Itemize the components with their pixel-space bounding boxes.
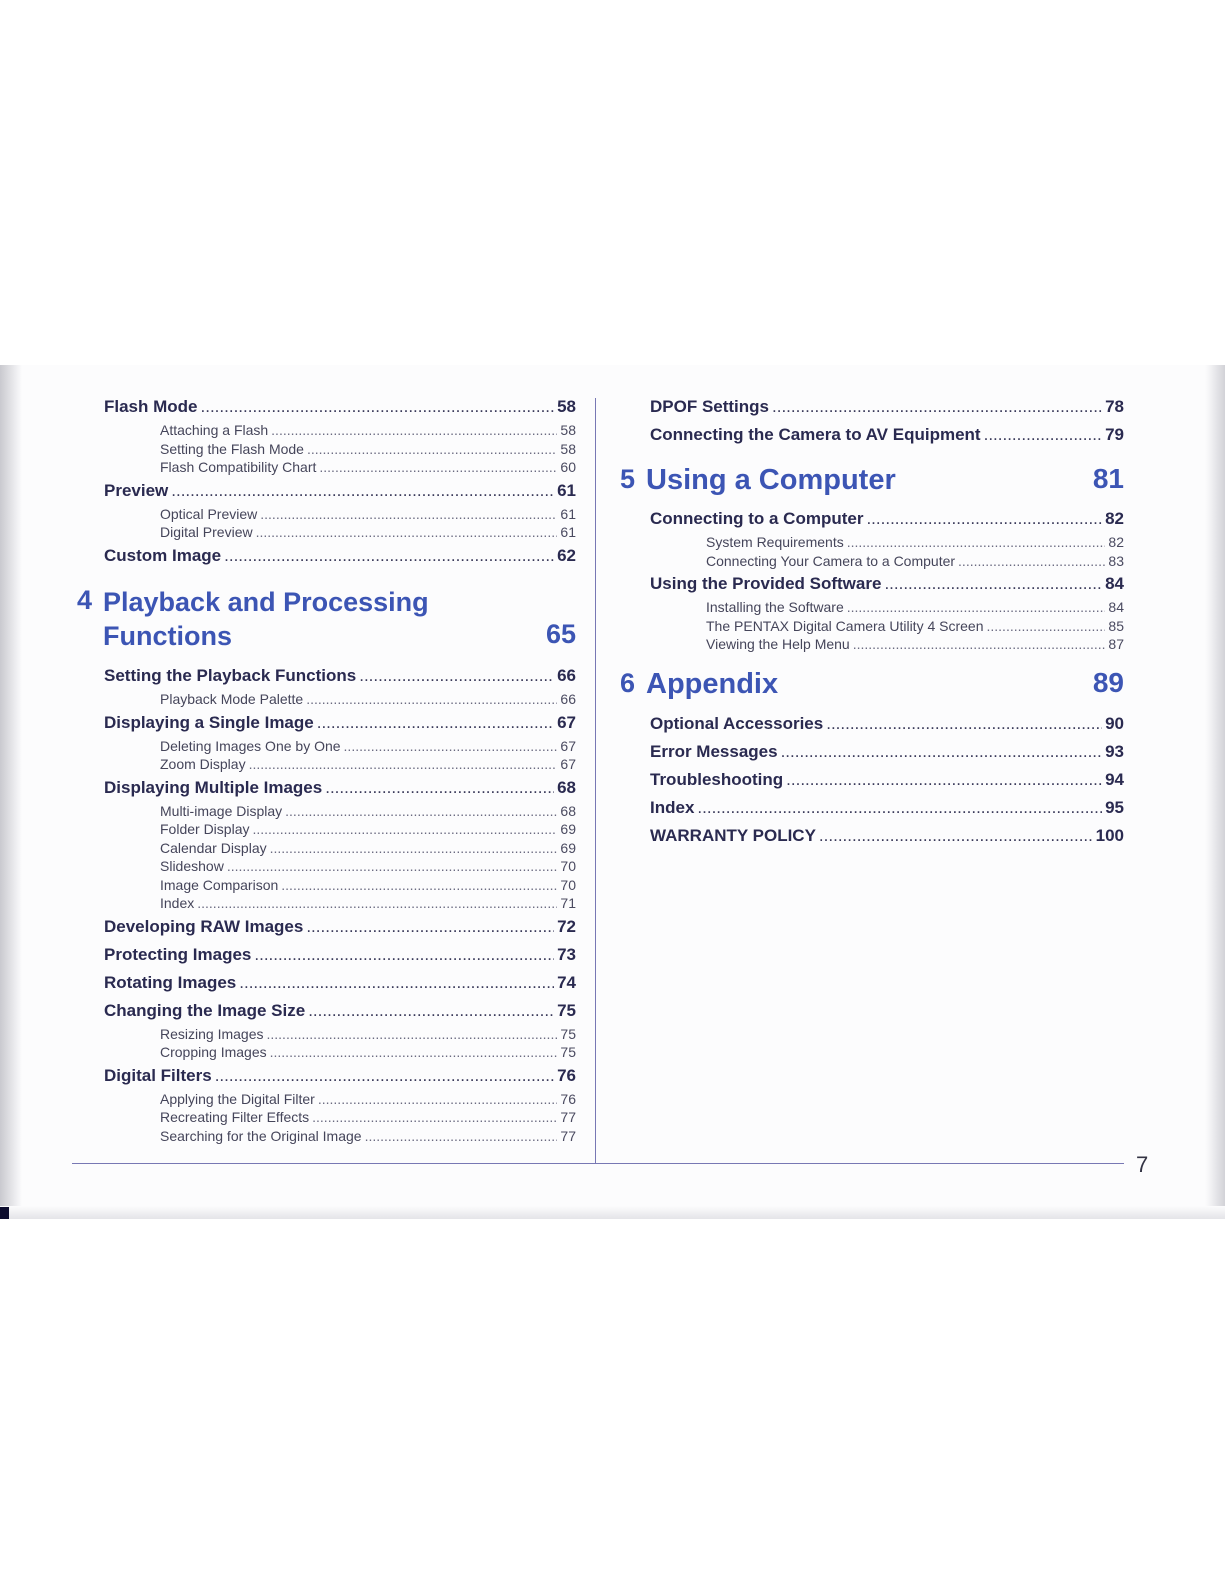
dot-leader — [270, 839, 558, 858]
toc-entry-page: 61 — [560, 524, 576, 540]
toc-entry-title: Preview — [104, 480, 169, 500]
toc-entry-title: Error Messages — [650, 742, 778, 761]
toc-entry-title: Searching for the Original Image — [160, 1127, 362, 1144]
toc-entry-title: Displaying Multiple Images — [104, 777, 323, 797]
toc-entry-page: 75 — [557, 1000, 576, 1020]
toc-entry-title: Troubleshooting — [650, 770, 784, 789]
toc-entry-title: WARRANTY POLICY — [650, 826, 816, 845]
dot-leader — [772, 393, 1102, 421]
dot-leader — [306, 913, 554, 941]
chapter-title-line-1: Playback and Processing — [103, 587, 429, 617]
toc-entry[interactable] — [104, 913, 576, 941]
dot-leader — [365, 1127, 558, 1146]
toc-entry-title: Recreating Filter Effects — [160, 1109, 310, 1125]
dot-leader — [847, 533, 1106, 552]
toc-entry-title: Custom Image — [104, 545, 222, 565]
dot-leader — [884, 570, 1102, 598]
toc-entry-title: Playback Mode Palette — [160, 691, 304, 707]
toc-entry[interactable] — [104, 393, 576, 421]
toc-entry[interactable] — [104, 997, 576, 1025]
toc-entry-page: 74 — [557, 972, 576, 992]
toc-entry[interactable] — [650, 794, 1124, 822]
toc-subentry[interactable] — [650, 533, 1124, 552]
toc-list-right-top — [650, 393, 1124, 449]
dot-leader — [318, 1090, 558, 1109]
toc-subentry[interactable] — [104, 839, 576, 858]
toc-entry-page: 58 — [560, 440, 576, 457]
dot-leader — [325, 774, 554, 802]
toc-entry-page: 75 — [560, 1044, 576, 1060]
chapter-title-line-2: Functions — [103, 621, 232, 651]
toc-entry-page: 84 — [1105, 574, 1124, 593]
toc-entry-page: 66 — [560, 691, 576, 707]
toc-entry-page: 87 — [1108, 636, 1124, 652]
page-number: 7 — [1136, 1152, 1149, 1177]
toc-entry-page: 67 — [560, 756, 576, 772]
chapter-6-heading — [620, 667, 1124, 703]
toc-entry-page: 82 — [1108, 534, 1124, 550]
toc-subentry[interactable] — [104, 1127, 576, 1146]
toc-subentry[interactable] — [104, 690, 576, 709]
toc-subentry[interactable] — [104, 857, 576, 876]
page-right-edge-shadow — [1205, 365, 1225, 1219]
toc-entry-page: 72 — [557, 916, 576, 936]
dot-leader — [786, 766, 1102, 794]
chapter-title: Appendix — [646, 668, 779, 700]
toc-entry-title: Protecting Images — [104, 944, 252, 964]
toc-entry-title: Connecting to a Computer — [650, 509, 864, 528]
dot-leader — [826, 710, 1102, 738]
footer-rule — [72, 1163, 1124, 1164]
dot-leader — [307, 440, 557, 459]
chapter-number: 5 — [620, 464, 636, 494]
toc-entry-page: 68 — [560, 802, 576, 819]
toc-entry-title: Resizing Images — [160, 1025, 264, 1042]
dot-leader — [312, 1108, 557, 1127]
toc-list-chapter-5 — [650, 505, 1124, 654]
chapter-title: Using a Computer — [646, 464, 896, 496]
toc-subentry[interactable] — [104, 440, 576, 459]
toc-entry[interactable] — [104, 542, 576, 570]
toc-entry-page: 94 — [1105, 770, 1124, 789]
dot-leader — [215, 1062, 554, 1090]
toc-entry-page: 62 — [557, 545, 576, 565]
toc-list-chapter-6 — [650, 710, 1124, 850]
column-divider — [595, 398, 596, 1164]
toc-entry-page: 76 — [557, 1065, 576, 1085]
dot-leader — [267, 1025, 558, 1044]
toc-entry-title: Flash Compatibility Chart — [160, 459, 317, 475]
dot-leader — [359, 662, 554, 690]
toc-entry-page: 79 — [1105, 425, 1124, 444]
toc-entry[interactable] — [104, 774, 576, 802]
toc-entry[interactable] — [104, 477, 576, 505]
chapter-page: 81 — [1092, 463, 1124, 494]
toc-entry-page: 67 — [560, 737, 576, 754]
toc-entry-title: Flash Mode — [104, 397, 198, 416]
toc-entry-title: Viewing the Help Menu — [706, 636, 850, 652]
dot-leader — [201, 393, 555, 421]
toc-entry[interactable] — [104, 1062, 576, 1090]
toc-entry[interactable] — [650, 570, 1124, 598]
toc-entry-title: Folder Display — [160, 821, 250, 837]
toc-entry-title: Index — [650, 798, 695, 817]
dot-leader — [781, 738, 1103, 766]
toc-subentry[interactable] — [104, 755, 576, 774]
chapter-number: 6 — [620, 668, 636, 698]
toc-entry-page: 71 — [560, 895, 576, 911]
dot-leader — [697, 794, 1102, 822]
dot-leader — [227, 857, 558, 876]
dot-leader — [285, 802, 557, 821]
toc-entry-page: 70 — [560, 858, 576, 874]
toc-entry-page: 77 — [560, 1109, 576, 1125]
dot-leader — [270, 1043, 558, 1062]
toc-subentry[interactable] — [104, 894, 576, 913]
toc-entry-page: 84 — [1108, 599, 1124, 615]
toc-entry-title: Optional Accessories — [650, 714, 824, 733]
toc-entry-title: The PENTAX Digital Camera Utility 4 Screen — [706, 617, 984, 634]
toc-entry[interactable] — [650, 738, 1124, 766]
toc-entry-page: 61 — [560, 505, 576, 522]
dot-leader — [317, 709, 554, 737]
chapter-page: 89 — [1092, 667, 1124, 698]
toc-entry-title: Multi-image Display — [160, 802, 283, 819]
toc-entry-page: 93 — [1105, 742, 1124, 761]
toc-entry-title: Installing the Software — [706, 599, 844, 615]
toc-entry-title: Zoom Display — [160, 756, 246, 772]
dot-leader — [344, 737, 558, 756]
toc-entry[interactable] — [650, 822, 1124, 850]
toc-entry-title: Developing RAW Images — [104, 916, 304, 936]
toc-entry-title: Attaching a Flash — [160, 422, 269, 438]
toc-entry-title: Applying the Digital Filter — [160, 1090, 315, 1107]
toc-entry-page: 100 — [1095, 826, 1124, 845]
toc-entry-page: 58 — [557, 397, 576, 416]
toc-subentry[interactable] — [104, 1025, 576, 1044]
toc-entry-page: 69 — [560, 821, 576, 837]
toc-entry-page: 82 — [1105, 509, 1124, 528]
toc-entry[interactable] — [650, 710, 1124, 738]
toc-subentry[interactable] — [650, 598, 1124, 617]
toc-entry-title: Rotating Images — [104, 972, 237, 992]
toc-entry[interactable] — [104, 709, 576, 737]
toc-entry-page: 70 — [560, 876, 576, 893]
page-bottom-edge-shadow — [0, 1206, 1225, 1219]
toc-entry-title: Cropping Images — [160, 1044, 267, 1060]
dot-leader — [853, 635, 1106, 654]
dot-leader — [958, 552, 1105, 571]
toc-entry[interactable] — [650, 421, 1124, 449]
dot-leader — [260, 505, 557, 524]
toc-entry[interactable] — [650, 766, 1124, 794]
page-left-edge-shadow — [0, 365, 22, 1219]
dot-leader — [239, 969, 554, 997]
toc-entry-page: 60 — [560, 459, 576, 475]
toc-subentry[interactable] — [104, 1043, 576, 1062]
toc-entry-title: Setting the Playback Functions — [104, 666, 357, 685]
toc-subentry[interactable] — [104, 876, 576, 895]
toc-entry-page: 95 — [1105, 798, 1124, 817]
toc-entry-page: 73 — [557, 944, 576, 964]
toc-subentry[interactable] — [104, 523, 576, 542]
toc-entry[interactable] — [104, 662, 576, 690]
chapter-4-heading — [77, 585, 576, 655]
toc-subentry[interactable] — [650, 552, 1124, 571]
toc-subentry[interactable] — [104, 1090, 576, 1109]
toc-list-chapter-4 — [104, 662, 576, 1145]
dot-leader — [197, 894, 557, 913]
dot-leader — [819, 822, 1093, 850]
toc-entry-page: 90 — [1105, 714, 1124, 733]
toc-entry-title: Connecting Your Camera to a Computer — [706, 552, 956, 569]
toc-entry-title: Connecting the Camera to AV Equipment — [650, 425, 981, 444]
dot-leader — [984, 421, 1102, 449]
toc-entry-title: Deleting Images One by One — [160, 737, 341, 754]
toc-entry-page: 66 — [557, 666, 576, 685]
scan-corner-mark — [0, 1207, 9, 1219]
dot-leader — [271, 421, 557, 440]
toc-subentry[interactable] — [104, 802, 576, 821]
toc-entry-title: Changing the Image Size — [104, 1000, 306, 1020]
toc-subentry[interactable] — [650, 635, 1124, 654]
chapter-5-heading — [620, 463, 1124, 499]
toc-entry-page: 85 — [1108, 617, 1124, 634]
dot-leader — [249, 755, 558, 774]
dot-leader — [987, 617, 1106, 636]
toc-entry-page: 75 — [560, 1025, 576, 1042]
toc-entry-title: Displaying a Single Image — [104, 712, 314, 732]
toc-entry-page: 68 — [557, 777, 576, 797]
toc-entry-title: Setting the Flash Mode — [160, 440, 304, 457]
toc-entry-title: Image Comparison — [160, 876, 279, 893]
toc-entry-title: Using the Provided Software — [650, 574, 882, 593]
toc-entry-page: 58 — [560, 422, 576, 438]
dot-leader — [256, 523, 558, 542]
chapter-page: 65 — [545, 619, 576, 649]
toc-entry-page: 67 — [557, 712, 576, 732]
toc-subentry[interactable] — [104, 458, 576, 477]
dot-leader — [171, 477, 554, 505]
dot-leader — [281, 876, 557, 895]
dot-leader — [319, 458, 557, 477]
toc-entry-page: 76 — [560, 1090, 576, 1107]
toc-entry-title: Calendar Display — [160, 839, 267, 856]
toc-subentry[interactable] — [104, 505, 576, 524]
toc-entry-title: Index — [160, 895, 195, 911]
toc-entry-title: Optical Preview — [160, 505, 258, 522]
toc-entry-page: 69 — [560, 839, 576, 856]
dot-leader — [308, 997, 554, 1025]
dot-leader — [866, 505, 1102, 533]
dot-leader — [847, 598, 1106, 617]
dot-leader — [252, 820, 557, 839]
dot-leader — [224, 542, 554, 570]
toc-subentry[interactable] — [650, 617, 1124, 636]
toc-entry-page: 61 — [557, 480, 576, 500]
toc-entry-title: Digital Preview — [160, 524, 253, 540]
toc-entry-title: System Requirements — [706, 534, 844, 550]
toc-entry[interactable] — [650, 505, 1124, 533]
toc-subentry[interactable] — [104, 737, 576, 756]
toc-entry-page: 83 — [1108, 552, 1124, 569]
toc-list-left-top — [104, 393, 576, 570]
toc-entry-page: 78 — [1105, 397, 1124, 416]
toc-entry-title: Digital Filters — [104, 1065, 212, 1085]
toc-subentry[interactable] — [104, 1108, 576, 1127]
toc-entry[interactable] — [104, 941, 576, 969]
toc-entry-page: 77 — [560, 1127, 576, 1144]
toc-entry-title: DPOF Settings — [650, 397, 770, 416]
toc-subentry[interactable] — [104, 820, 576, 839]
chapter-number: 4 — [77, 585, 93, 615]
toc-entry[interactable] — [104, 969, 576, 997]
toc-entry[interactable] — [650, 393, 1124, 421]
dot-leader — [306, 690, 557, 709]
toc-subentry[interactable] — [104, 421, 576, 440]
toc-entry-title: Slideshow — [160, 858, 224, 874]
dot-leader — [254, 941, 554, 969]
